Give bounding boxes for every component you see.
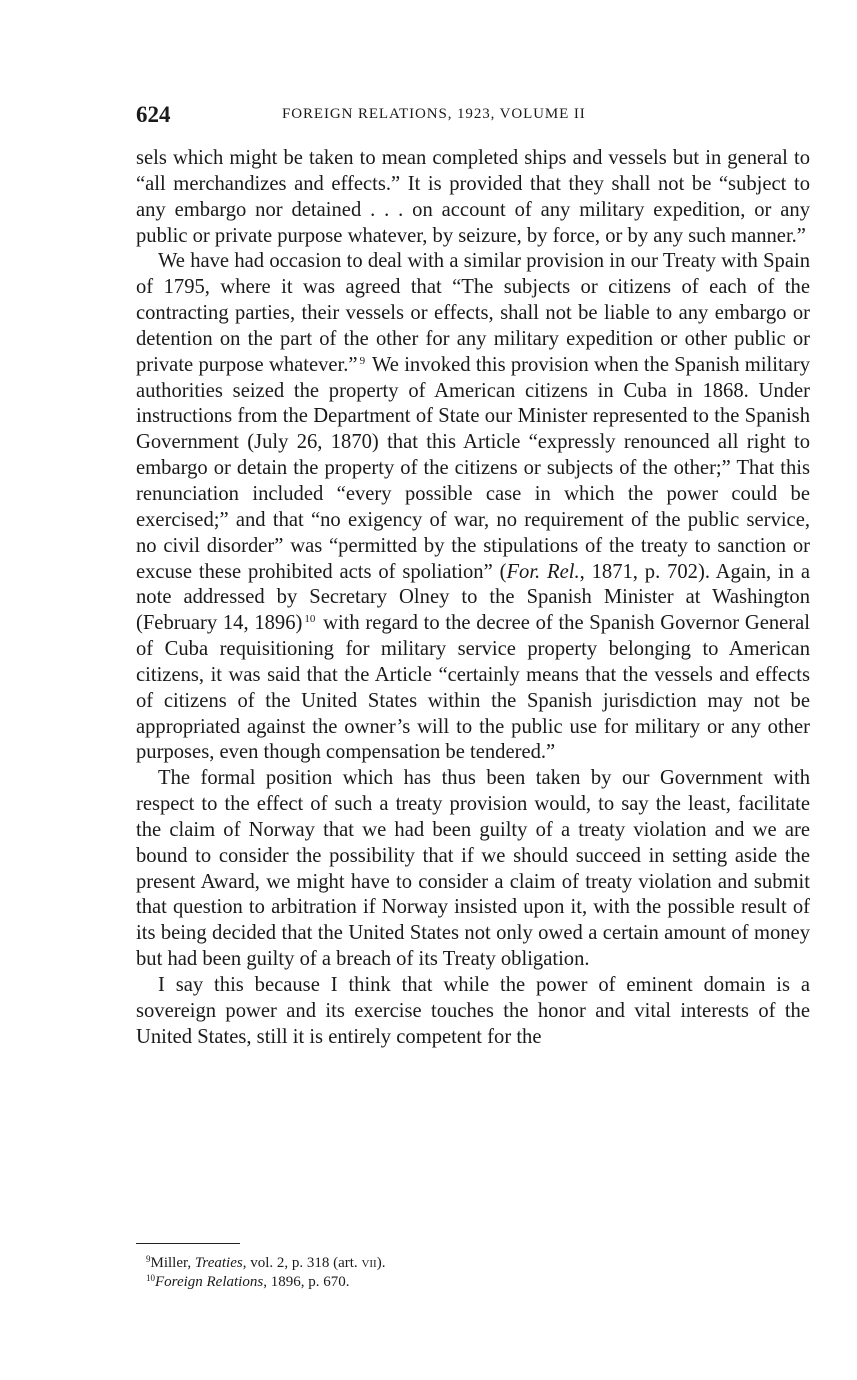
footnote-10-mark: 10 — [146, 1273, 155, 1283]
footnote-9-numeral: vii — [361, 1255, 377, 1271]
footnote-9-mark: 9 — [146, 1254, 151, 1264]
paragraph-3 — [136, 766, 810, 973]
footnote-ref-10: 10 — [304, 613, 316, 626]
paragraph-2 — [136, 249, 810, 766]
paragraph-4 — [136, 973, 810, 1051]
footnote-9-author: Miller, — [150, 1255, 195, 1271]
paragraph-4-text: I say this because I think that while the power of eminent domain is a sovereign power and its exercise touches the honor and vital interests of the United States, still it is entirely competent for the — [136, 974, 810, 1048]
running-head: FOREIGN RELATIONS, 1923, VOLUME II — [282, 106, 586, 122]
paragraph-1-text: sels which might be taken to mean completed ships and vessels but in general to “all merchandizes and effects.” It is provided that they shall not be “subject to any embargo nor detained . . . on account of any military expedition, or any public or private purpose whatever, by seizure, by force, or by any such manner.” — [136, 147, 810, 247]
footnote-10-rest: , 1896, p. 670. — [263, 1274, 350, 1290]
footnote-9-end: ). — [376, 1255, 386, 1271]
paragraph-3-text: The formal position which has thus been taken by our Government with respect to the effect of such a treaty provision would, to say the least, facilitate the claim of Norway that we had been guilty of a treaty violation and we are bound to consider the possibility that if we should succeed in setting aside the present Award, we might have to consider a claim of treaty violation and submit that question to arbitration if Norway insisted upon it, with the possible result of its being decided that the United States not only owed a certain amount of money but had been guilty of a breach of its Treaty obligation. — [136, 767, 810, 971]
paragraph-2-part-a: We have had occasion to deal with a similar provision in our Treaty with Spain of 1795, where it was agreed that “The subjects or citizens of each of the contracting parties, their vessels or effects, shall not be liable to any embargo or detention on the part of the other for any military expedition or other public or private purpose whatever.” — [136, 250, 810, 376]
footnote-10 — [146, 1273, 806, 1292]
page-header — [136, 102, 808, 132]
footnote-9-title: Treaties — [194, 1255, 243, 1271]
body-text — [136, 146, 810, 1051]
footnote-ref-9: 9 — [359, 354, 366, 367]
footnote-10-title: Foreign Relations — [155, 1274, 264, 1290]
for-rel-citation: For. Rel. — [506, 560, 580, 583]
page-number: 624 — [136, 102, 171, 127]
paragraph-2-part-c: , 1871, p. 702). Again, in a note addressed by Secretary Olney to the Spanish Minister at Washington (February 14, 1896) — [136, 560, 810, 635]
paragraph-2-part-b: We invoked this provision when the Spanish military authorities seized the property of American citizens in Cuba in 1868. Under instructions from the Department of State our Minister represented to the Spanish Government (July 26, 1870) that this Article “expressly renounced all right to embargo or detain the property of the citizens or subjects of the other;” That this renunciation included “every possible case in which the power could be exercised;” and that “no exigency of war, no requirement of the public service, no civil disorder” was “permitted by the stipulations of the treaty to sanction or excuse these prohibited acts of spoliation” ( — [136, 353, 811, 583]
footnote-rule — [136, 1243, 240, 1244]
footnote-9-rest: , vol. 2, p. 318 (art. — [242, 1255, 362, 1271]
footnote-9 — [146, 1254, 806, 1273]
paragraph-1 — [136, 146, 810, 249]
paragraph-2-part-d: with regard to the decree of the Spanish Governor General of Cuba requisitioning for military service property belonging to American citizens, it was said that the Article “certainly means that the vessels and effects of citizens of the United States within the Spanish jurisdiction may not be appropriated against the owner’s will to the public use for military or any other purposes, even though compensation be tendered.” — [136, 612, 810, 764]
footnotes — [146, 1254, 806, 1292]
